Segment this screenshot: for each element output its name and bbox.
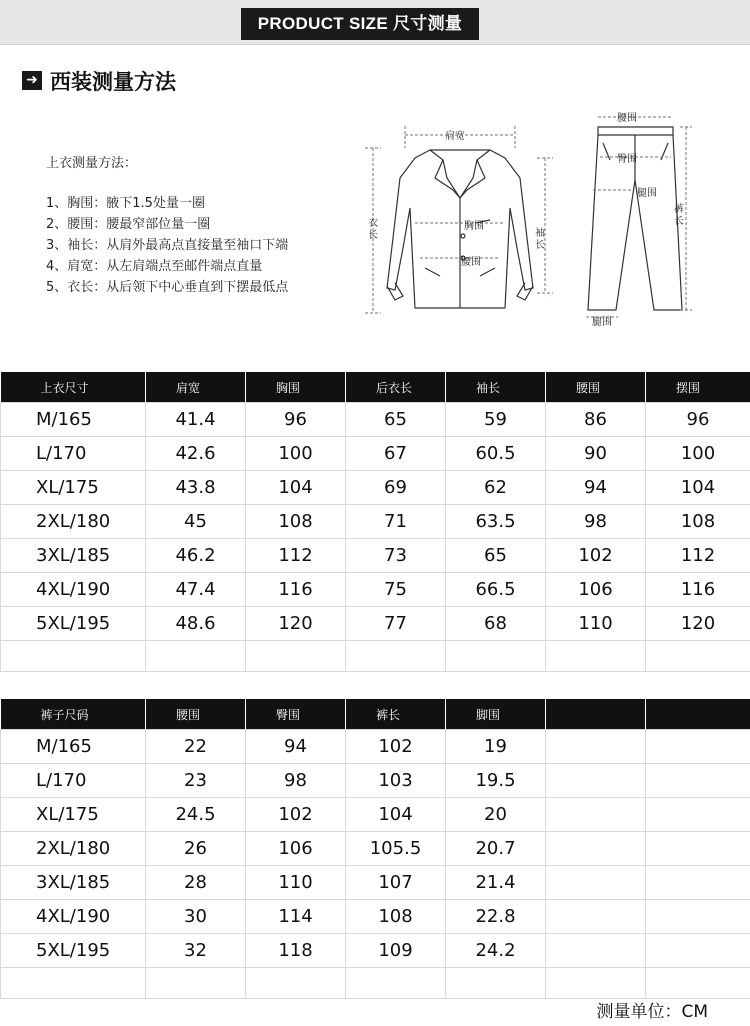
table-cell: 118 [246, 934, 346, 968]
table-cell: 102 [546, 539, 646, 573]
table-cell: 104 [246, 471, 346, 505]
table-cell: 59 [446, 403, 546, 437]
jacket-length-label: 衣长 [368, 218, 378, 241]
table-cell: 106 [246, 832, 346, 866]
table-cell [546, 900, 646, 934]
table-cell: 73 [346, 539, 446, 573]
column-header: 腰围 [146, 699, 246, 730]
table-row [1, 471, 750, 505]
table-cell: 32 [146, 934, 246, 968]
table-row [1, 934, 750, 968]
table-cell: 100 [246, 437, 346, 471]
shoulder-label: 肩宽 [445, 131, 465, 142]
column-header: 肩宽 [146, 372, 246, 403]
table-cell: 22.8 [446, 900, 546, 934]
empty-cell [146, 968, 246, 999]
empty-cell [1, 968, 146, 999]
table-cell: 110 [546, 607, 646, 641]
column-header: 裤长 [346, 699, 446, 730]
size-cell: XL/175 [1, 798, 146, 832]
instructions-title: 上衣测量方法： [46, 156, 138, 171]
table-cell: 46.2 [146, 539, 246, 573]
pants-size-table [0, 699, 750, 999]
size-cell: L/170 [1, 764, 146, 798]
table-cell [546, 866, 646, 900]
column-header: 腰围 [546, 372, 646, 403]
table-cell: 103 [346, 764, 446, 798]
table-cell [646, 798, 750, 832]
size-cell: XL/175 [1, 471, 146, 505]
table-cell: 20 [446, 798, 546, 832]
table-cell: 75 [346, 573, 446, 607]
table-cell: 112 [246, 539, 346, 573]
table-cell: 43.8 [146, 471, 246, 505]
size-cell: 4XL/190 [1, 573, 146, 607]
table-cell: 69 [346, 471, 446, 505]
table-cell: 116 [646, 573, 750, 607]
table-cell: 42.6 [146, 437, 246, 471]
column-header: 脚围 [446, 699, 546, 730]
jacket-size-table [0, 372, 750, 672]
table-row [1, 607, 750, 641]
chest-label: 胸围 [464, 221, 484, 232]
table-row [1, 573, 750, 607]
table-cell: 104 [346, 798, 446, 832]
thigh-label: 腿围 [637, 188, 657, 199]
hip-label: 臀围 [617, 154, 637, 165]
table-cell: 22 [146, 730, 246, 764]
table-cell: 19 [446, 730, 546, 764]
table-cell: 107 [346, 866, 446, 900]
size-cell: 3XL/185 [1, 866, 146, 900]
table-cell [546, 764, 646, 798]
table-cell: 24.2 [446, 934, 546, 968]
table-cell: 112 [646, 539, 750, 573]
empty-row [1, 968, 750, 999]
table-cell: 105.5 [346, 832, 446, 866]
table-cell: 41.4 [146, 403, 246, 437]
column-header: 后衣长 [346, 372, 446, 403]
table-cell: 28 [146, 866, 246, 900]
column-header: 胸围 [246, 372, 346, 403]
table-row [1, 832, 750, 866]
empty-cell [1, 641, 146, 672]
instructions-list [46, 193, 288, 298]
waist-label: 腰围 [461, 257, 481, 268]
page-title: PRODUCT SIZE 尺寸测量 [241, 8, 479, 40]
hem-label: 腿围 [592, 317, 612, 328]
empty-cell [346, 641, 446, 672]
measurement-unit: 测量单位：CM [596, 1002, 708, 1022]
pants-table-body [1, 730, 750, 999]
table-cell [646, 934, 750, 968]
table-cell: 86 [546, 403, 646, 437]
table-cell: 104 [646, 471, 750, 505]
table-cell: 19.5 [446, 764, 546, 798]
empty-cell [346, 968, 446, 999]
table-cell: 20.7 [446, 832, 546, 866]
table-cell [646, 866, 750, 900]
arrow-right-icon: ➜ [22, 71, 42, 90]
table-cell: 30 [146, 900, 246, 934]
table-row [1, 866, 750, 900]
table-cell [646, 730, 750, 764]
table-row [1, 798, 750, 832]
table-row [1, 539, 750, 573]
table-cell: 106 [546, 573, 646, 607]
column-header: 臀围 [246, 699, 346, 730]
table-cell: 120 [246, 607, 346, 641]
table-row [1, 403, 750, 437]
size-cell: L/170 [1, 437, 146, 471]
instruction-item: 3、袖长：从肩外最高点直接量至袖口下端 [46, 238, 289, 253]
column-header: 袖长 [446, 372, 546, 403]
pants-waist-label: 腰围 [617, 113, 637, 124]
column-header: 摆围 [646, 372, 750, 403]
table-cell [646, 832, 750, 866]
column-header [546, 699, 646, 730]
empty-cell [646, 968, 750, 999]
table-cell: 47.4 [146, 573, 246, 607]
table-cell [646, 764, 750, 798]
jacket-table-body [1, 403, 750, 672]
table-cell: 68 [446, 607, 546, 641]
table-cell: 90 [546, 437, 646, 471]
table-cell: 98 [546, 505, 646, 539]
table-row [1, 764, 750, 798]
jacket-illustration [387, 150, 533, 308]
empty-cell [146, 641, 246, 672]
table-cell [546, 832, 646, 866]
size-cell: 4XL/190 [1, 900, 146, 934]
size-cell: 2XL/180 [1, 505, 146, 539]
column-header: 裤子尺码 [1, 699, 146, 730]
table-cell: 60.5 [446, 437, 546, 471]
empty-cell [646, 641, 750, 672]
table-cell: 108 [646, 505, 750, 539]
table-cell: 108 [246, 505, 346, 539]
table-header-row [1, 372, 750, 403]
empty-cell [546, 968, 646, 999]
table-cell: 66.5 [446, 573, 546, 607]
table-cell: 65 [446, 539, 546, 573]
table-cell: 110 [246, 866, 346, 900]
table-cell: 102 [346, 730, 446, 764]
table-cell: 65 [346, 403, 446, 437]
empty-cell [446, 968, 546, 999]
jacket-diagram [355, 118, 570, 333]
header-divider [0, 44, 750, 45]
size-cell: M/165 [1, 403, 146, 437]
table-cell: 94 [546, 471, 646, 505]
table-cell: 62 [446, 471, 546, 505]
table-cell: 100 [646, 437, 750, 471]
table-cell: 96 [246, 403, 346, 437]
size-cell: 2XL/180 [1, 832, 146, 866]
table-cell: 98 [246, 764, 346, 798]
column-header [646, 699, 750, 730]
size-cell: 5XL/195 [1, 607, 146, 641]
table-header-row [1, 699, 750, 730]
table-cell: 23 [146, 764, 246, 798]
table-cell: 116 [246, 573, 346, 607]
table-cell: 21.4 [446, 866, 546, 900]
size-cell: 3XL/185 [1, 539, 146, 573]
section-title: 西装测量方法 [50, 70, 176, 94]
instruction-item: 1、胸围：腋下1.5处量一圈 [46, 196, 205, 211]
instruction-item: 5、衣长：从后领下中心垂直到下摆最低点 [46, 280, 289, 295]
size-cell: 5XL/195 [1, 934, 146, 968]
table-cell: 71 [346, 505, 446, 539]
table-row [1, 900, 750, 934]
instruction-item: 4、肩宽：从左肩端点至邮件端点直量 [46, 259, 263, 274]
table-cell: 67 [346, 437, 446, 471]
empty-row [1, 641, 750, 672]
empty-cell [246, 968, 346, 999]
table-row [1, 437, 750, 471]
table-cell: 77 [346, 607, 446, 641]
empty-cell [446, 641, 546, 672]
table-cell: 102 [246, 798, 346, 832]
empty-cell [546, 641, 646, 672]
table-cell [546, 730, 646, 764]
table-cell: 114 [246, 900, 346, 934]
pants-length-label: 裤长 [674, 204, 684, 227]
table-cell: 108 [346, 900, 446, 934]
table-cell: 26 [146, 832, 246, 866]
table-row [1, 505, 750, 539]
column-header: 上衣尺寸 [1, 372, 146, 403]
table-cell [546, 798, 646, 832]
table-row [1, 730, 750, 764]
table-cell: 45 [146, 505, 246, 539]
instruction-item: 2、腰围：腰最窄部位量一圈 [46, 217, 211, 232]
empty-cell [246, 641, 346, 672]
table-cell: 63.5 [446, 505, 546, 539]
table-cell: 96 [646, 403, 750, 437]
size-cell: M/165 [1, 730, 146, 764]
table-cell: 94 [246, 730, 346, 764]
table-cell: 120 [646, 607, 750, 641]
table-cell [546, 934, 646, 968]
table-cell: 48.6 [146, 607, 246, 641]
table-cell [646, 900, 750, 934]
table-cell: 109 [346, 934, 446, 968]
sleeve-label: 袖长 [535, 228, 545, 251]
table-cell: 24.5 [146, 798, 246, 832]
